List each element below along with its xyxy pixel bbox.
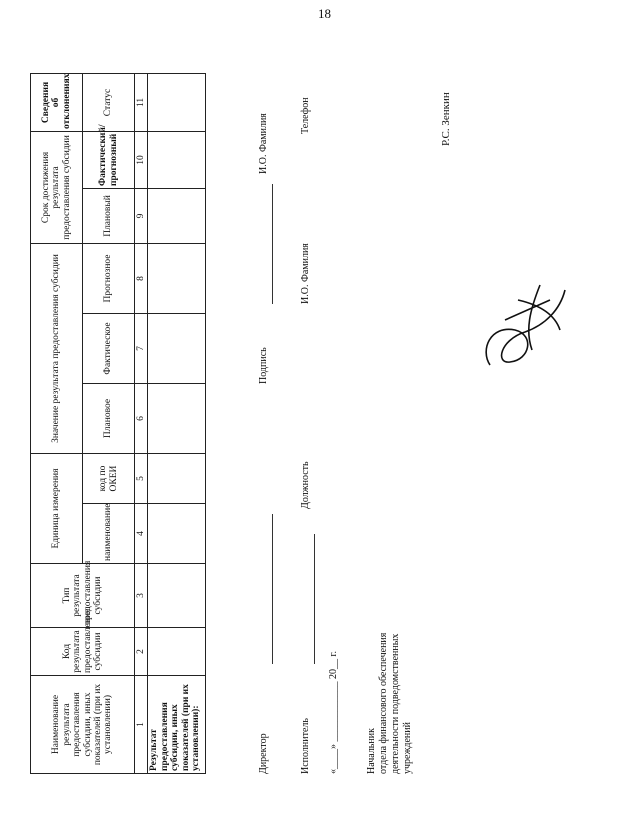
col-number: 9 <box>135 188 148 243</box>
header-value-plan: Плановое <box>83 384 135 454</box>
col-number: 7 <box>135 314 148 384</box>
director-name-caption: И.О. Фамилия <box>258 113 269 174</box>
head-name: Р.С. Зенкин <box>440 92 452 146</box>
table-cell <box>148 243 206 313</box>
col-number: 6 <box>135 384 148 454</box>
table-cell <box>148 504 206 564</box>
executor-label: Исполнитель <box>300 718 311 774</box>
table-cell <box>148 73 206 131</box>
executor-name-caption: И.О. Фамилия <box>300 243 311 304</box>
col-number: 11 <box>135 73 148 131</box>
rotated-form <box>30 74 590 774</box>
position-line <box>314 534 315 664</box>
header-deviation: Сведения об отклонениях <box>31 73 83 131</box>
col-number: 8 <box>135 243 148 313</box>
table-cell <box>148 131 206 188</box>
table-cell <box>148 188 206 243</box>
head-title-4: учреждений <box>402 722 413 774</box>
handwritten-signature-icon <box>470 270 580 380</box>
header-term: Срок достижения результата предоставления субсидии <box>31 131 83 243</box>
header-value-fact: Фактическое <box>83 314 135 384</box>
date-line: «____» ____________ 20__ г. <box>328 651 339 774</box>
col-number: 4 <box>135 504 148 564</box>
col-number: 1 <box>135 676 148 774</box>
table-cell <box>148 454 206 504</box>
header-unit-name: наименование <box>83 504 135 564</box>
signature-line <box>272 514 273 664</box>
header-name: Наименование результата предоставления субсидии, иных показателей (при их установлении) <box>31 676 135 774</box>
header-code: Код результата предоставления субсидии <box>31 628 135 676</box>
table-cell <box>148 314 206 384</box>
name-line <box>272 184 273 304</box>
table-cell <box>148 384 206 454</box>
header-unit: Единица измерения <box>31 454 83 564</box>
head-title-3: деятельности подведомственных <box>390 633 401 774</box>
col-number: 10 <box>135 131 148 188</box>
col-number: 5 <box>135 454 148 504</box>
director-label: Директор <box>258 733 269 774</box>
header-type: Тип результата предоставления субсидии <box>31 564 135 628</box>
head-title-1: Начальник <box>366 728 377 774</box>
signature-caption: Подпись <box>258 347 269 384</box>
table-row-label: Результат предоставления субсидии, иных показателей (при их установлении): <box>148 676 206 774</box>
table-cell <box>148 628 206 676</box>
head-title-2: отдела финансового обеспечения <box>378 632 389 774</box>
header-status: Статус <box>83 73 135 131</box>
results-table <box>30 73 206 774</box>
header-term-fact: Фактический/ прогнозный <box>83 131 135 188</box>
header-value-forecast: Прогнозное <box>83 243 135 313</box>
page-number: 18 <box>318 6 331 21</box>
position-caption: Должность <box>300 461 311 509</box>
col-number: 2 <box>135 628 148 676</box>
col-number: 3 <box>135 564 148 628</box>
header-term-plan: Плановый <box>83 188 135 243</box>
table-cell <box>148 564 206 628</box>
header-value: Значение результата предоставления субсидии <box>31 243 83 453</box>
header-unit-okei: код по ОКЕИ <box>83 454 135 504</box>
phone-caption: Телефон <box>300 97 311 134</box>
